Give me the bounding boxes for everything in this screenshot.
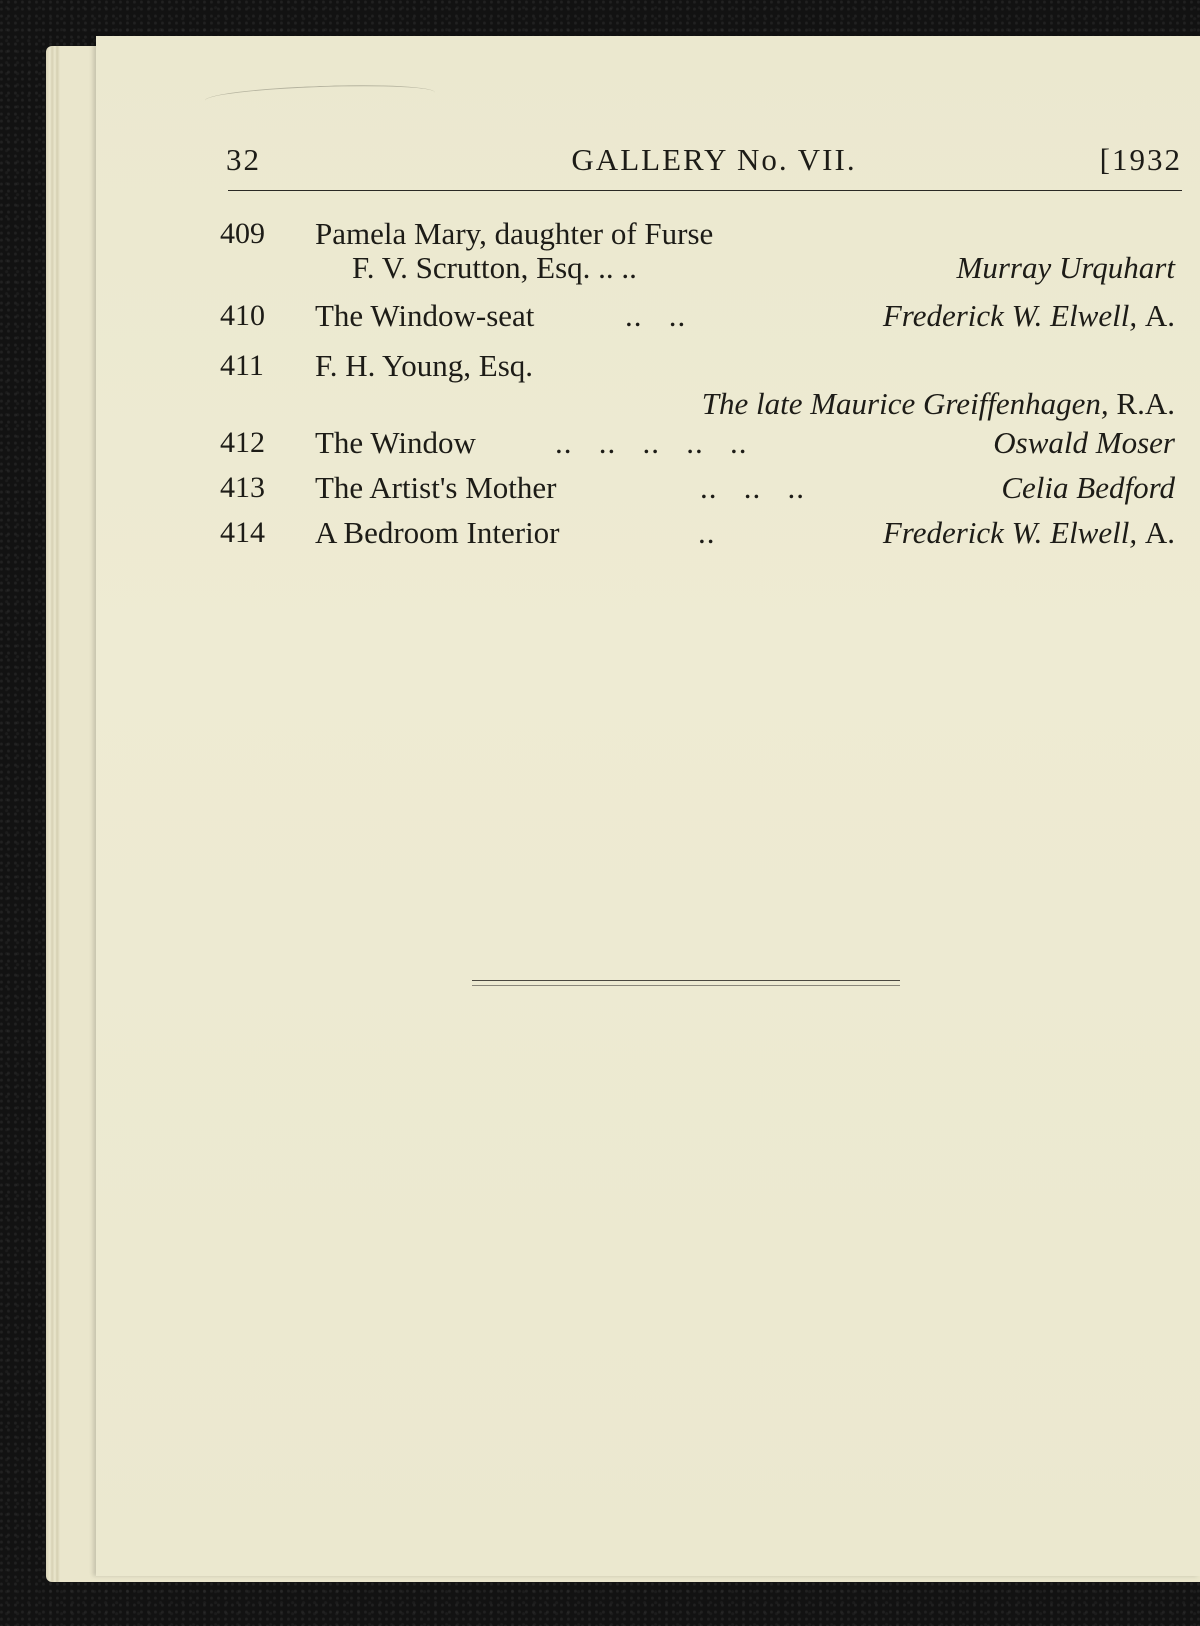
catalogue-entry [220, 296, 1175, 336]
artist-honour: R.A. [1116, 386, 1175, 421]
header-rule [228, 190, 1182, 191]
entry-number: 409 [220, 217, 265, 250]
artist-name: Frederick W. Elwell, [882, 515, 1138, 550]
entry-number: 410 [220, 299, 265, 332]
leader-dots: .. .. [625, 298, 687, 333]
catalogue-entry [220, 214, 1175, 290]
entry-title-continued: F. V. Scrutton, Esq. .. .. [352, 250, 637, 285]
catalogue-entry [220, 346, 1175, 426]
artist-name: Frederick W. Elwell, [882, 298, 1138, 333]
entry-number: 414 [220, 516, 265, 549]
catalogue-entry [220, 423, 1175, 463]
entry-artist [883, 296, 1175, 336]
leader-dots: .. [698, 515, 716, 550]
entry-number: 412 [220, 426, 265, 459]
entry-title: The Window [315, 425, 476, 460]
leader-dots: .. .. .. .. .. [555, 425, 748, 460]
artist-honour: A. [1144, 515, 1175, 550]
page-number: 32 [226, 142, 261, 177]
year-label: [1932 [1099, 142, 1182, 177]
entry-title: The Artist's Mother [315, 470, 557, 505]
leader-dots: .. .. .. [700, 470, 805, 505]
entry-artist: Celia Bedford [1001, 470, 1175, 505]
catalogue-entry [220, 468, 1175, 508]
entry-artist: Murray Urquhart [956, 250, 1175, 285]
entry-title: Pamela Mary, daughter of Furse [315, 216, 714, 251]
catalogue-entry [220, 513, 1175, 553]
entry-title: A Bedroom Interior [315, 515, 560, 550]
page-title: GALLERY No. VII. [571, 142, 857, 177]
entry-artist [883, 513, 1175, 553]
section-divider [472, 980, 900, 986]
entry-artist [702, 384, 1175, 424]
entry-number: 413 [220, 471, 265, 504]
entry-title: The Window-seat [315, 298, 535, 333]
entry-title: F. H. Young, Esq. [315, 348, 534, 383]
artist-name: The late Maurice Greiffenhagen, [701, 386, 1109, 421]
running-header [226, 142, 1182, 182]
artist-honour: A. [1144, 298, 1175, 333]
entry-number: 411 [220, 349, 264, 382]
entry-artist: Oswald Moser [993, 425, 1175, 460]
